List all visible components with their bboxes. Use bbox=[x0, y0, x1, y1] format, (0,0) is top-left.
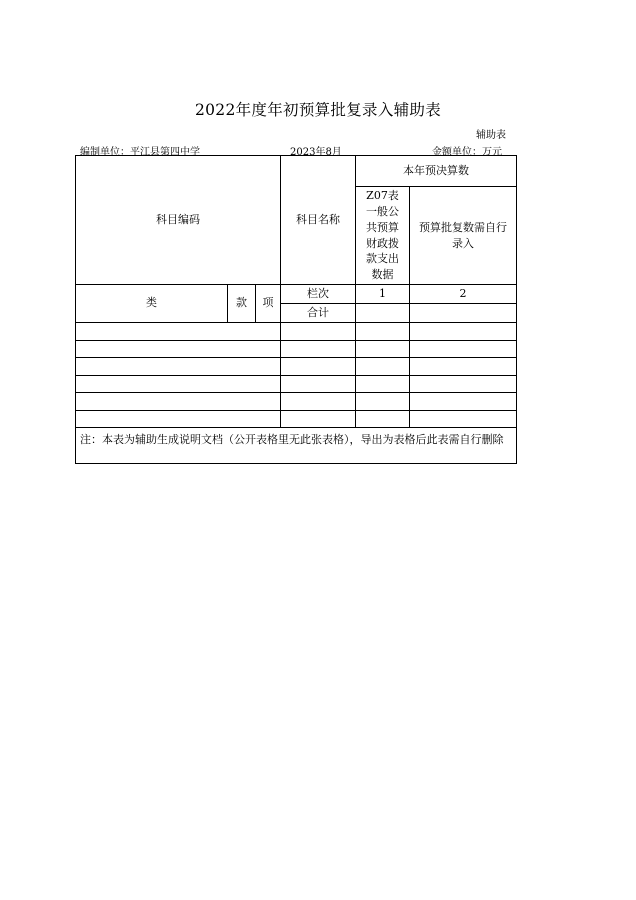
column-number-1: 1 bbox=[356, 285, 410, 304]
header-annual-budget: 本年预决算数 bbox=[356, 156, 517, 187]
page-title: 2022年度年初预算批复录入辅助表 bbox=[194, 101, 442, 119]
table-row bbox=[76, 358, 517, 376]
budget-table bbox=[75, 155, 517, 464]
report-date: 2023年8月 bbox=[290, 147, 342, 158]
header-subject-code: 科目编码 bbox=[76, 156, 281, 285]
table-note: 注：本表为辅助生成说明文档（公开表格里无此张表格），导出为表格后此表需自行删除 bbox=[76, 428, 517, 464]
header-lei: 类 bbox=[76, 285, 228, 323]
header-kuan: 款 bbox=[228, 285, 256, 323]
amount-unit: 金额单位：万元 bbox=[432, 147, 502, 158]
header-subject-name: 科目名称 bbox=[281, 156, 356, 285]
header-z07-data: Z07表一般公共预算财政拨款支出数据 bbox=[356, 187, 410, 285]
table-row bbox=[76, 410, 517, 428]
total-z07-cell bbox=[356, 304, 410, 323]
table-row bbox=[76, 340, 517, 358]
column-number-2: 2 bbox=[410, 285, 517, 304]
table-type-label: 辅助表 bbox=[476, 130, 506, 141]
compiling-unit: 编制单位：平江县第四中学 bbox=[80, 147, 200, 158]
table-row bbox=[76, 375, 517, 393]
table-row bbox=[76, 323, 517, 341]
table-row bbox=[76, 393, 517, 411]
header-lanci: 栏次 bbox=[281, 285, 356, 304]
total-label: 合计 bbox=[281, 304, 356, 323]
total-manual-cell bbox=[410, 304, 517, 323]
header-xiang: 项 bbox=[256, 285, 281, 323]
header-manual-entry: 预算批复数需自行录入 bbox=[410, 187, 517, 285]
